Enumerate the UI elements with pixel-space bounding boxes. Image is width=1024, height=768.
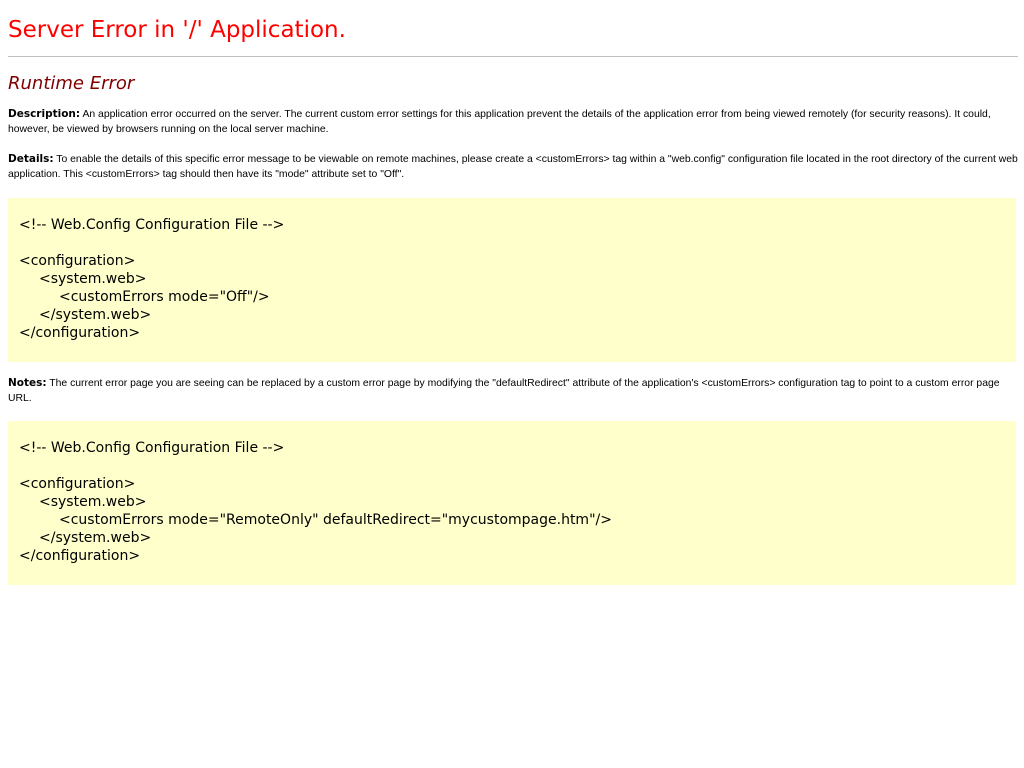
code-close-configuration: </configuration> bbox=[19, 548, 141, 564]
code-custom-errors: <customErrors mode="RemoteOnly" defaultRedirect="mycustompage.htm"/> bbox=[59, 512, 612, 528]
code-blank-line bbox=[19, 457, 1005, 475]
code-open-system-web: <system.web> bbox=[39, 494, 147, 510]
error-subtitle: Runtime Error bbox=[8, 73, 135, 94]
details-text: To enable the details of this specific error message to be viewable on remote machines, please create a <customErrors> tag within a "web.config" configuration file located in the root directory of the current web application. This <customErrors> tag should then have its "mode" attribute set to "Off". bbox=[8, 154, 1018, 180]
code-blank-line bbox=[19, 234, 1005, 252]
description-paragraph bbox=[8, 107, 1018, 137]
notes-label: Notes: bbox=[8, 377, 47, 389]
description-text: An application error occurred on the server. The current custom error settings for this application prevent the details of the application error from being viewed remotely (for security reasons). It could, however, be viewed by browsers running on the local server machine. bbox=[8, 109, 991, 135]
code-custom-errors: <customErrors mode="Off"/> bbox=[59, 289, 270, 305]
details-paragraph bbox=[8, 152, 1018, 182]
notes-text: The current error page you are seeing can be replaced by a custom error page by modifying the "defaultRedirect" attribute of the application's <customErrors> configuration tag to point to a custom error page URL. bbox=[8, 378, 1000, 404]
code-close-system-web: </system.web> bbox=[39, 530, 152, 546]
code-comment: <!-- Web.Config Configuration File --> bbox=[19, 217, 285, 233]
config-code-block-remote bbox=[8, 421, 1016, 585]
code-close-configuration: </configuration> bbox=[19, 325, 141, 341]
code-open-configuration: <configuration> bbox=[19, 476, 136, 492]
description-label: Description: bbox=[8, 108, 81, 120]
notes-paragraph bbox=[8, 376, 1018, 406]
page-title: Server Error in '/' Application. bbox=[8, 17, 346, 43]
code-open-configuration: <configuration> bbox=[19, 253, 136, 269]
config-code-block-off bbox=[8, 198, 1016, 362]
details-label: Details: bbox=[8, 153, 54, 165]
title-divider bbox=[8, 56, 1018, 57]
code-open-system-web: <system.web> bbox=[39, 271, 147, 287]
code-comment: <!-- Web.Config Configuration File --> bbox=[19, 440, 285, 456]
code-close-system-web: </system.web> bbox=[39, 307, 152, 323]
